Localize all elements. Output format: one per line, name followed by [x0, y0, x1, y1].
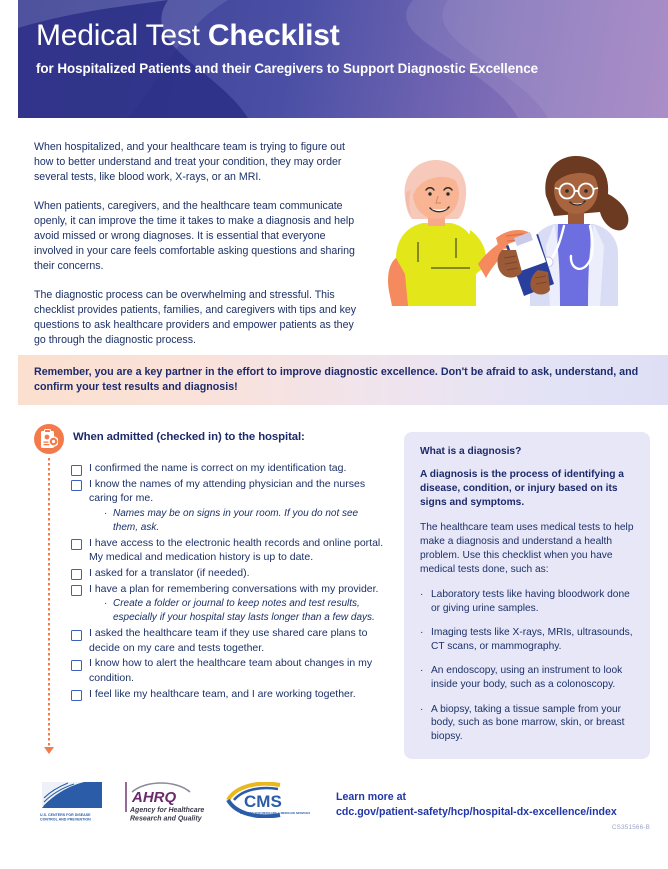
learn-more-url[interactable]: cdc.gov/patient-safety/hcp/hospital-dx-excellence/index	[336, 805, 617, 818]
checklist-item[interactable]	[71, 656, 384, 685]
checklist-item[interactable]	[71, 687, 384, 702]
intro-paragraph: When hospitalized, and your healthcare team is trying to figure out how to better understand and treat your condition, they may order several tests, like blood work, X-rays, or an MRI.	[34, 141, 345, 184]
bullet-icon: ·	[420, 665, 424, 677]
checklist-header	[34, 424, 384, 454]
remember-banner-text: Remember, you are a key partner in the effort to improve diagnostic excellence. Don't be afraid to ask, understand, and confirm your test results and diagnosis!	[34, 366, 639, 393]
checklist-subnote-label: Create a folder or journal to keep notes and test results, especially if your hospital stay lasts longer than a few days.	[113, 598, 375, 624]
page-title	[36, 18, 538, 54]
checkbox[interactable]	[71, 690, 82, 701]
cdc-logo	[38, 778, 106, 822]
checklist-subnote	[104, 507, 384, 535]
page-footer	[0, 772, 668, 869]
illustration-svg	[378, 146, 650, 306]
checkbox[interactable]	[71, 569, 82, 580]
panel-list-item-label: A biopsy, taking a tissue sample from your body, such as bone marrow, skin, or breast biopsy.	[431, 703, 625, 742]
checkbox[interactable]	[71, 585, 82, 596]
page-header	[18, 0, 668, 118]
panel-list-item-label: An endoscopy, using an instrument to look inside your body, such as a colonoscopy.	[431, 665, 623, 690]
header-text-block	[36, 18, 538, 76]
intro-text-block	[34, 140, 364, 348]
diagnosis-info-panel	[404, 432, 650, 759]
checklist-item[interactable]	[71, 477, 384, 506]
page-title-light: Medical Test	[36, 19, 208, 52]
checkbox[interactable]	[71, 480, 82, 491]
clipboard-gear-icon	[34, 424, 64, 454]
checklist-item[interactable]	[71, 536, 384, 565]
checklist-item-label: I know the names of my attending physician and the nurses caring for me.	[89, 477, 366, 505]
svg-text:Research and Quality: Research and Quality	[130, 815, 202, 822]
checklist-item[interactable]	[71, 626, 384, 655]
agency-logos	[38, 778, 310, 822]
checklist-items	[71, 461, 384, 701]
learn-more-block	[336, 790, 617, 819]
svg-text:Agency for Healthcare: Agency for Healthcare	[130, 807, 205, 814]
checkbox[interactable]	[71, 660, 82, 671]
patient-and-doctor-illustration	[378, 146, 650, 306]
panel-list-item	[420, 703, 634, 744]
panel-list-item-label: Laboratory tests like having bloodwork done or giving urine samples.	[431, 589, 630, 614]
checklist-item-label: I confirmed the name is correct on my identification tag.	[89, 462, 347, 474]
checklist-section	[34, 424, 384, 702]
checklist-title: When admitted (checked in) to the hospital:	[73, 431, 305, 443]
checkbox[interactable]	[71, 539, 82, 550]
svg-text:CONTROL AND PREVENTION: CONTROL AND PREVENTION	[40, 817, 91, 822]
svg-text:U.S. CENTERS FOR DISEASE: U.S. CENTERS FOR DISEASE	[40, 813, 91, 817]
bullet-icon: ·	[104, 598, 108, 610]
bullet-icon: ·	[420, 703, 424, 715]
checkbox[interactable]	[71, 630, 82, 641]
intro-paragraph: The diagnostic process can be overwhelming and stressful. This checklist provides patients, families, and caregivers with tips and key questions to ask healthcare providers and empower patients as they go through the diagnostic process.	[34, 288, 357, 347]
panel-list-item	[420, 664, 634, 691]
svg-text:CDC: CDC	[58, 788, 95, 807]
checklist-item[interactable]	[71, 566, 384, 581]
learn-more-label: Learn more at	[336, 791, 407, 803]
panel-body-text: The healthcare team uses medical tests to help make a diagnosis and understand a health problem. Use this checklist when you have medical tests done, such as:	[420, 522, 634, 575]
checklist-item-label: I asked the healthcare team if they use shared care plans to decide on my care and tests together.	[89, 627, 368, 654]
cms-logo	[224, 782, 310, 818]
panel-list-item	[420, 626, 634, 653]
publication-code: CS351566-B	[611, 824, 650, 831]
bullet-icon: ·	[420, 627, 424, 639]
page-subtitle: for Hospitalized Patients and their Caregivers to Support Diagnostic Excellence	[36, 61, 539, 76]
checklist-item[interactable]	[71, 582, 384, 597]
svg-text:AHRQ: AHRQ	[132, 789, 177, 806]
intro-paragraph: When patients, caregivers, and the healthcare team communicate openly, it can improve the time it takes to make a diagnosis and help avoid missed or wrong diagnoses. It is essential that everyone involved in your care feels comfortable asking questions and sharing their concerns.	[34, 199, 355, 273]
page-title-bold: Checklist	[207, 19, 340, 52]
panel-title: What is a diagnosis?	[420, 446, 522, 457]
svg-text:CENTERS FOR MEDICARE & MEDICAI: CENTERS FOR MEDICARE & MEDICAID SERVICES	[240, 811, 310, 815]
dotted-connector-arrow-icon	[44, 747, 54, 754]
checklist-item[interactable]	[71, 461, 384, 476]
bullet-icon: ·	[420, 589, 424, 600]
checklist-item-label: I have access to the electronic health records and online portal. My medical and medication history is up to date.	[89, 536, 384, 564]
checklist-item-label: I have a plan for remembering conversations with my provider.	[89, 582, 379, 595]
checklist-item-label: I asked for a translator (if needed).	[89, 566, 250, 579]
panel-list-item-label: Imaging tests like X-rays, MRIs, ultrasounds, CT scans, or mammography.	[431, 627, 633, 652]
checklist-subnote-label: Names may be on signs in your room. If you do not see them, ask.	[113, 507, 359, 533]
svg-text:CMS: CMS	[244, 792, 282, 811]
checklist-item-label: I know how to alert the healthcare team about changes in my condition.	[89, 657, 373, 684]
patient-figure	[388, 160, 532, 306]
panel-list-item	[420, 588, 634, 615]
ahrq-logo	[124, 778, 206, 822]
checkbox[interactable]	[71, 465, 82, 476]
dotted-connector-line	[48, 458, 50, 749]
panel-lead-text: A diagnosis is the process of identifying a disease, condition, or injury based on its signs and symptoms.	[420, 469, 624, 508]
checklist-subnote	[104, 597, 384, 625]
remember-banner	[18, 355, 668, 405]
checklist-item-label: I feel like my healthcare team, and I are working together.	[89, 687, 356, 700]
bullet-icon: ·	[104, 507, 108, 519]
